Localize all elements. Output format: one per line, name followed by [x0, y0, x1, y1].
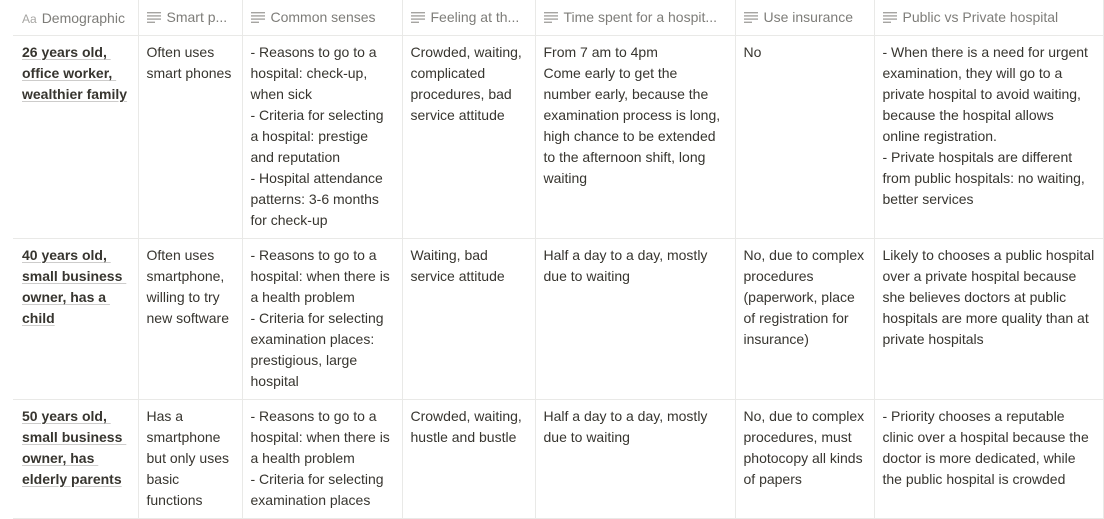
column-header-label: Use insurance	[763, 9, 853, 25]
table-row	[13, 239, 1103, 400]
column-header-label: Time spent for a hospit...	[563, 9, 718, 25]
column-header-common-senses[interactable]	[242, 0, 402, 36]
text-property-icon	[251, 10, 265, 26]
cell-public-vs-private[interactable]: - Priority chooses a reputable clinic over a hospital because the doctor is more dedicated, while the public hospital is crowded	[874, 400, 1103, 519]
header-row	[13, 0, 1103, 36]
column-header-public-vs-private[interactable]	[874, 0, 1103, 36]
column-header-label: Feeling at th...	[430, 9, 520, 25]
text-property-icon	[744, 10, 758, 26]
table-row	[13, 36, 1103, 239]
column-header-demographic[interactable]	[13, 0, 138, 36]
cell-use-insurance[interactable]: No, due to complex procedures (paperwork, place of registration for insurance)	[735, 239, 874, 400]
cell-smartphone[interactable]: Has a smartphone but only uses basic functions	[138, 400, 242, 519]
text-property-icon	[544, 10, 558, 26]
text-property-icon	[883, 10, 897, 26]
cell-public-vs-private[interactable]: - When there is a need for urgent examination, they will go to a private hospital to avoid waiting, because the hospital allows online registration. - Private hospitals are different from public hospitals: no waiting, better services	[874, 36, 1103, 239]
cell-feeling[interactable]: Crowded, waiting, hustle and bustle	[402, 400, 535, 519]
cell-demographic[interactable]: 40 years old, small business owner, has a child	[13, 239, 138, 400]
cell-feeling[interactable]: Waiting, bad service attitude	[402, 239, 535, 400]
database-table	[13, 0, 1104, 519]
cell-smartphone[interactable]: Often uses smart phones	[138, 36, 242, 239]
cell-feeling[interactable]: Crowded, waiting, complicated procedures, bad service attitude	[402, 36, 535, 239]
cell-use-insurance[interactable]: No, due to complex procedures, must photocopy all kinds of papers	[735, 400, 874, 519]
table-row	[13, 400, 1103, 519]
column-header-label: Common senses	[270, 9, 376, 25]
column-header-smartphone[interactable]	[138, 0, 242, 36]
text-property-icon	[411, 10, 425, 26]
text-property-icon	[147, 10, 161, 26]
cell-common-senses[interactable]: - Reasons to go to a hospital: when there is a health problem - Criteria for selecting examination places	[242, 400, 402, 519]
cell-common-senses[interactable]: - Reasons to go to a hospital: when there is a health problem - Criteria for selecting examination places: prestigious, large hospital	[242, 239, 402, 400]
cell-demographic[interactable]: 50 years old, small business owner, has elderly parents	[13, 400, 138, 519]
column-header-time-spent[interactable]	[535, 0, 735, 36]
cell-time-spent[interactable]: Half a day to a day, mostly due to waiting	[535, 239, 735, 400]
column-header-label: Public vs Private hospital	[902, 9, 1059, 25]
cell-public-vs-private[interactable]: Likely to chooses a public hospital over a private hospital because she believes doctors at public hospitals are more quality than at private hospitals	[874, 239, 1103, 400]
cell-common-senses[interactable]: - Reasons to go to a hospital: check-up, when sick - Criteria for selecting a hospital: prestige and reputation - Hospital attendance patterns: 3-6 months for check-up	[242, 36, 402, 239]
cell-demographic[interactable]: 26 years old, office worker, wealthier family	[13, 36, 138, 239]
cell-use-insurance[interactable]: No	[735, 36, 874, 239]
cell-smartphone[interactable]: Often uses smartphone, willing to try new software	[138, 239, 242, 400]
column-header-label: Smart p...	[166, 9, 228, 25]
column-header-label: Demographic	[41, 9, 125, 26]
column-header-feeling[interactable]	[402, 0, 535, 36]
cell-time-spent[interactable]: Half a day to a day, mostly due to waiting	[535, 400, 735, 519]
cell-time-spent[interactable]: From 7 am to 4pm Come early to get the number early, because the examination process is long, high chance to be extended to the afternoon shift, long waiting	[535, 36, 735, 239]
title-property-icon: Aa	[22, 11, 37, 26]
column-header-use-insurance[interactable]	[735, 0, 874, 36]
